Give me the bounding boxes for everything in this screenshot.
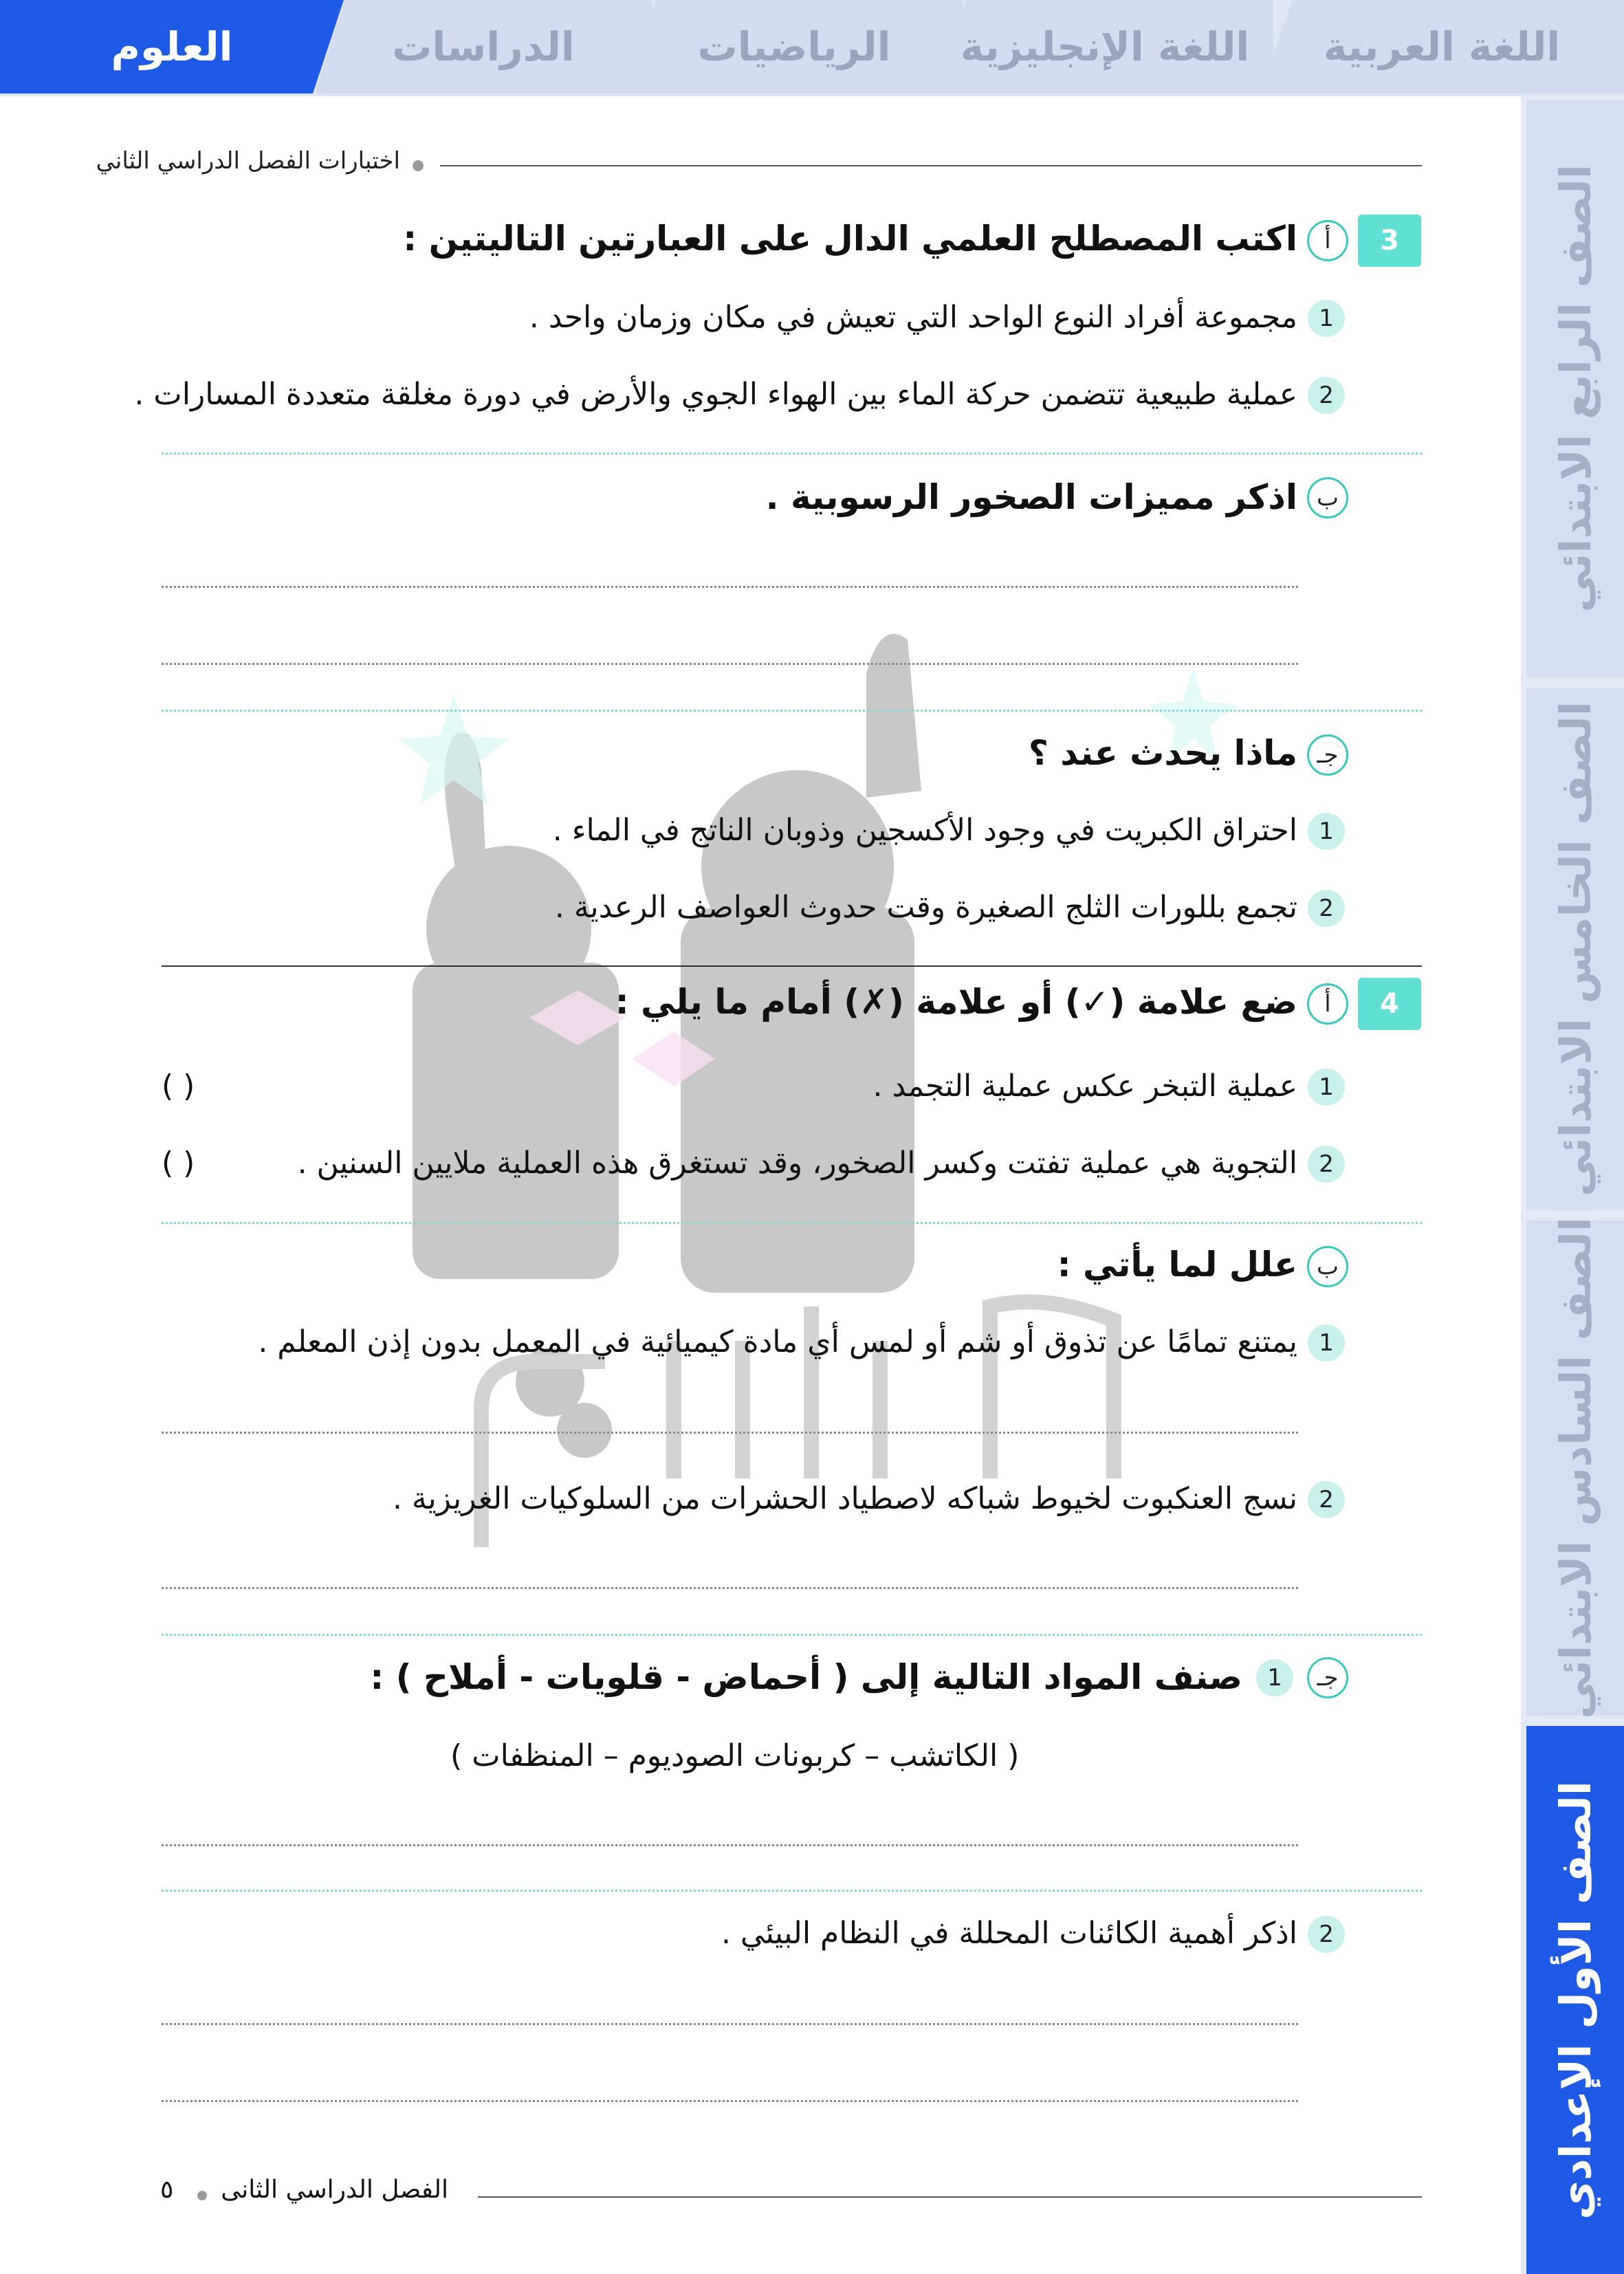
tab-label: اللغة العربية	[1323, 23, 1561, 70]
tab-arabic[interactable]	[1260, 0, 1624, 94]
answer-parentheses[interactable]: ( )	[162, 1146, 195, 1181]
tab-math[interactable]	[626, 0, 963, 94]
item-text: نسج العنكبوت لخيوط شباكه لاصطياد الحشرات من السلوكيات الغريزية .	[392, 1481, 1297, 1516]
tab-science[interactable]	[0, 0, 344, 94]
footer-term: الفصل الدراسي الثانى	[221, 2176, 448, 2204]
item-number: 1	[1256, 1659, 1293, 1696]
grade-tab-5th-primary[interactable]	[1526, 688, 1624, 1210]
grade-tab-label: الصف الخامس الابتدائي	[1550, 701, 1601, 1197]
question-divider	[162, 965, 1422, 967]
answer-line[interactable]	[162, 2023, 1298, 2025]
answer-line[interactable]	[162, 586, 1298, 588]
item-text: عملية طبيعية تتضمن حركة الماء بين الهواء الجوي والأرض في دورة مغلقة متعددة المسارات .	[134, 377, 1297, 412]
question-number-badge: 3	[1358, 215, 1421, 267]
tab-label: اللغة الإنجليزية	[960, 23, 1250, 70]
section-heading: علل لما يأتي :	[1057, 1245, 1297, 1284]
tab-english[interactable]	[936, 0, 1273, 94]
section-divider	[162, 452, 1422, 455]
item-text: اذكر أهمية الكائنات المحللة في النظام البيئي .	[721, 1916, 1297, 1951]
item-text: يمتنع تمامًا عن تذوق أو شم أو لمس أي مادة كيميائية في المعمل بدون إذن المعلم .	[258, 1324, 1297, 1359]
item-number: 1	[1308, 1324, 1345, 1362]
section-letter: أ	[1307, 220, 1348, 261]
item-number: 1	[1308, 813, 1345, 850]
section-heading: اكتب المصطلح العلمي الدال على العبارتين التاليتين :	[403, 219, 1297, 259]
materials-list: ( الكاتشب – كربونات الصوديوم – المنظفات )	[450, 1738, 1020, 1773]
item-number: 1	[1308, 300, 1345, 337]
answer-line[interactable]	[162, 1432, 1298, 1434]
item-text: التجوية هي عملية تفتت وكسر الصخور، وقد تستغرق هذه العملية ملايين السنين .	[297, 1146, 1297, 1181]
section-divider	[162, 1222, 1422, 1224]
answer-line[interactable]	[162, 2100, 1298, 2102]
section-heading: اذكر مميزات الصخور الرسوبية .	[765, 477, 1297, 517]
section-letter: جـ	[1307, 734, 1348, 776]
tab-label: الرياضيات	[697, 23, 891, 70]
section-letter: أ	[1307, 983, 1348, 1025]
section-letter: جـ	[1307, 1657, 1348, 1698]
section-divider	[162, 1890, 1422, 1892]
grade-tab-4th-primary[interactable]	[1526, 100, 1624, 677]
section-heading: ماذا يحدث عند ؟	[1028, 733, 1297, 773]
section-divider	[162, 710, 1422, 712]
header-rule	[440, 165, 1422, 166]
tab-social-studies[interactable]	[315, 0, 652, 94]
section-letter: ب	[1307, 477, 1348, 518]
question-number-badge: 4	[1358, 978, 1421, 1030]
grade-tab-label: الصف الرابع الابتدائي	[1550, 164, 1601, 613]
footer-bullet	[197, 2191, 207, 2200]
item-number: 2	[1308, 1146, 1345, 1183]
item-number: 1	[1308, 1069, 1345, 1106]
answer-line[interactable]	[162, 663, 1298, 665]
grade-tab-label: الصف الأول الإعدادي	[1550, 1780, 1601, 2220]
item-number: 2	[1308, 1481, 1345, 1518]
tab-label: الدراسات	[392, 23, 575, 70]
item-text: احتراق الكبريت في وجود الأكسجين وذوبان الناتج في الماء .	[552, 813, 1297, 848]
tab-label: العلوم	[111, 23, 233, 70]
section-heading: صنف المواد التالية إلى ( أحماض - قلويات - أملاح ) :	[370, 1657, 1242, 1697]
grade-tab-1st-preparatory[interactable]	[1526, 1726, 1624, 2274]
item-number: 2	[1308, 890, 1345, 927]
answer-line[interactable]	[162, 1844, 1298, 1846]
grade-tab-6th-primary[interactable]	[1526, 1217, 1624, 1719]
item-number: 2	[1308, 377, 1345, 414]
item-text: تجمع بللورات الثلج الصغيرة وقت حدوث العواصف الرعدية .	[554, 890, 1297, 925]
item-text: مجموعة أفراد النوع الواحد التي تعيش في مكان وزمان واحد .	[529, 300, 1297, 335]
section-letter: ب	[1307, 1246, 1348, 1287]
answer-line[interactable]	[162, 1587, 1298, 1589]
section-heading: ضع علامة (✓) أو علامة (✗) أمام ما يلي :	[615, 982, 1297, 1022]
page-number: ٥	[160, 2176, 174, 2204]
footer-rule	[478, 2196, 1422, 2198]
item-number: 2	[1308, 1916, 1345, 1953]
grade-tab-label: الصف السادس الابتدائي	[1550, 1217, 1601, 1719]
page-header-title: اختبارات الفصل الدراسي الثاني	[96, 147, 400, 175]
section-divider	[162, 1634, 1422, 1636]
answer-parentheses[interactable]: ( )	[162, 1069, 195, 1104]
header-bullet	[413, 160, 424, 171]
item-text: عملية التبخر عكس عملية التجمد .	[873, 1069, 1297, 1104]
